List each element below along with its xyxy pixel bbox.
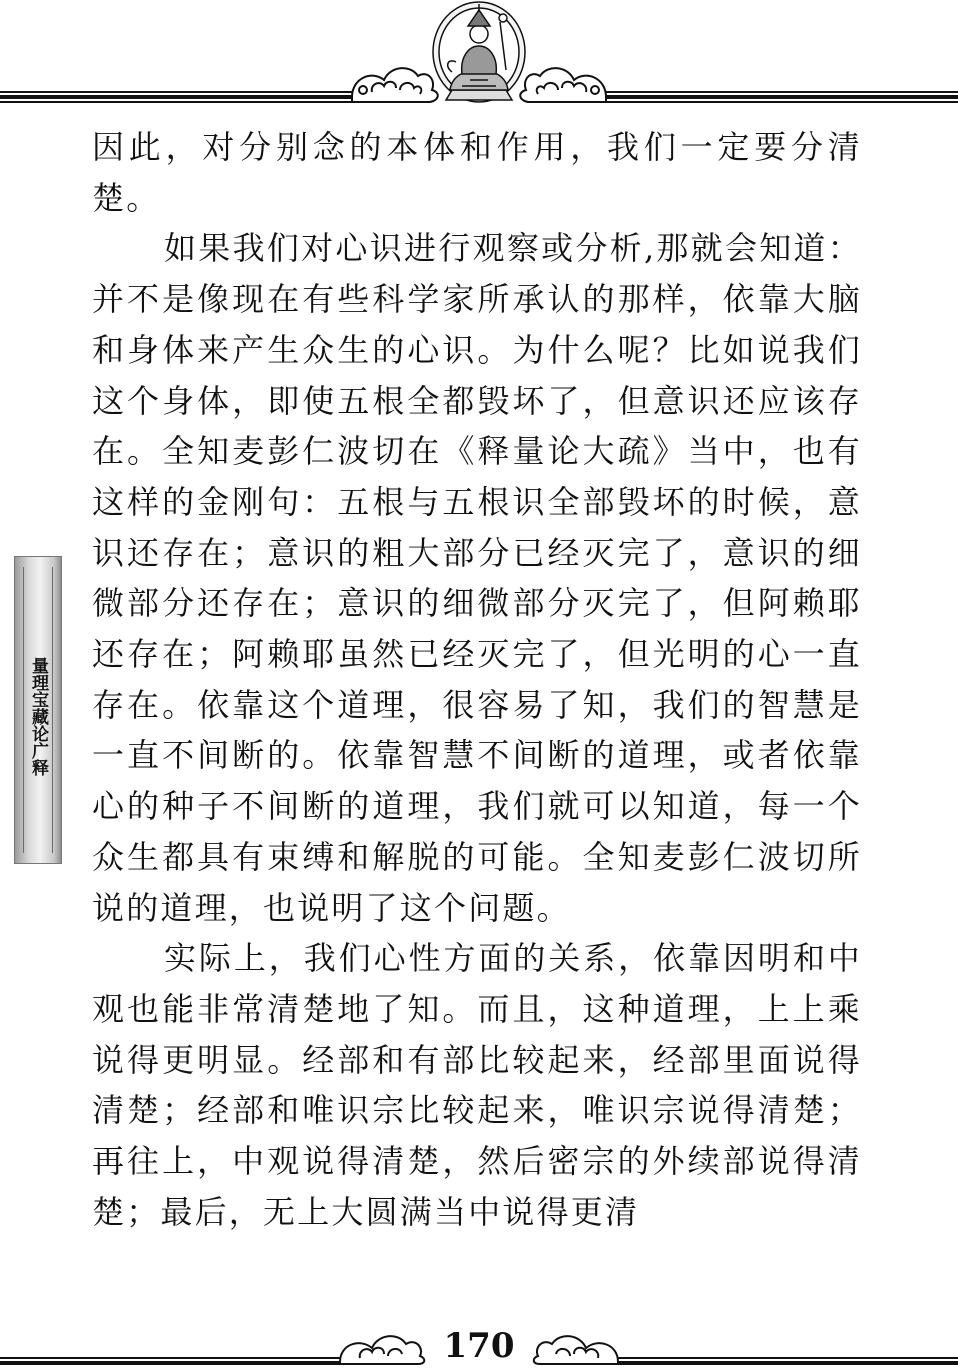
cloud-scroll-ornament-icon <box>352 68 438 102</box>
seated-deity-emblem-icon <box>433 2 525 102</box>
header-rule-right <box>606 92 958 102</box>
page-number: 170 <box>443 1326 515 1366</box>
header-ornament <box>0 0 958 112</box>
page-footer <box>0 1318 958 1369</box>
header-rule-left <box>0 92 352 102</box>
book-title-side-tab <box>14 556 62 864</box>
book-title-label: 量理宝藏论广释 <box>28 656 48 776</box>
cloud-scroll-ornament-icon <box>520 68 606 102</box>
paragraph-2: 如果我们对心识进行观察或分析,那就会知道：并不是像现在有些科学家所承认的那样，依靠大脑和身体来产生众生的心识。为什么呢？比如说我们这个身体，即使五根全都毁坏了，但意识还应该存在。全知麦彭仁波切在《释量论大疏》当中，也有这样的金刚句：五根与五根识全部毁坏的时候，意识还存在；意识的粗大部分已经灭完了，意识的细微部分还存在；意识的细微部分灭完了，但阿赖耶还存在；阿赖耶虽然已经灭完了，但光明的心一直存在。依靠这个道理，很容易了知，我们的智慧是一直不间断的。依靠智慧不间断的道理，或者依靠心的种子不间断的道理，我们就可以知道，每一个众生都具有束缚和解脱的可能。全知麦彭仁波切所说的道理，也说明了这个问题。 <box>92 229 862 927</box>
paragraph-1: 因此，对分别念的本体和作用，我们一定要分清楚。 <box>92 128 862 217</box>
body-text <box>92 122 862 1237</box>
page-header <box>0 0 958 112</box>
paragraph-3: 实际上，我们心性方面的关系，依靠因明和中观也能非常清楚地了知。而且，这种道理，上上乘说得更明显。经部和有部比较起来，经部里面说得清楚；经部和唯识宗比较起来，唯识宗说得清楚；再往上，中观说得清楚，然后密宗的外续部说得清楚；最后，无上大圆满当中说得更清 <box>92 939 862 1231</box>
